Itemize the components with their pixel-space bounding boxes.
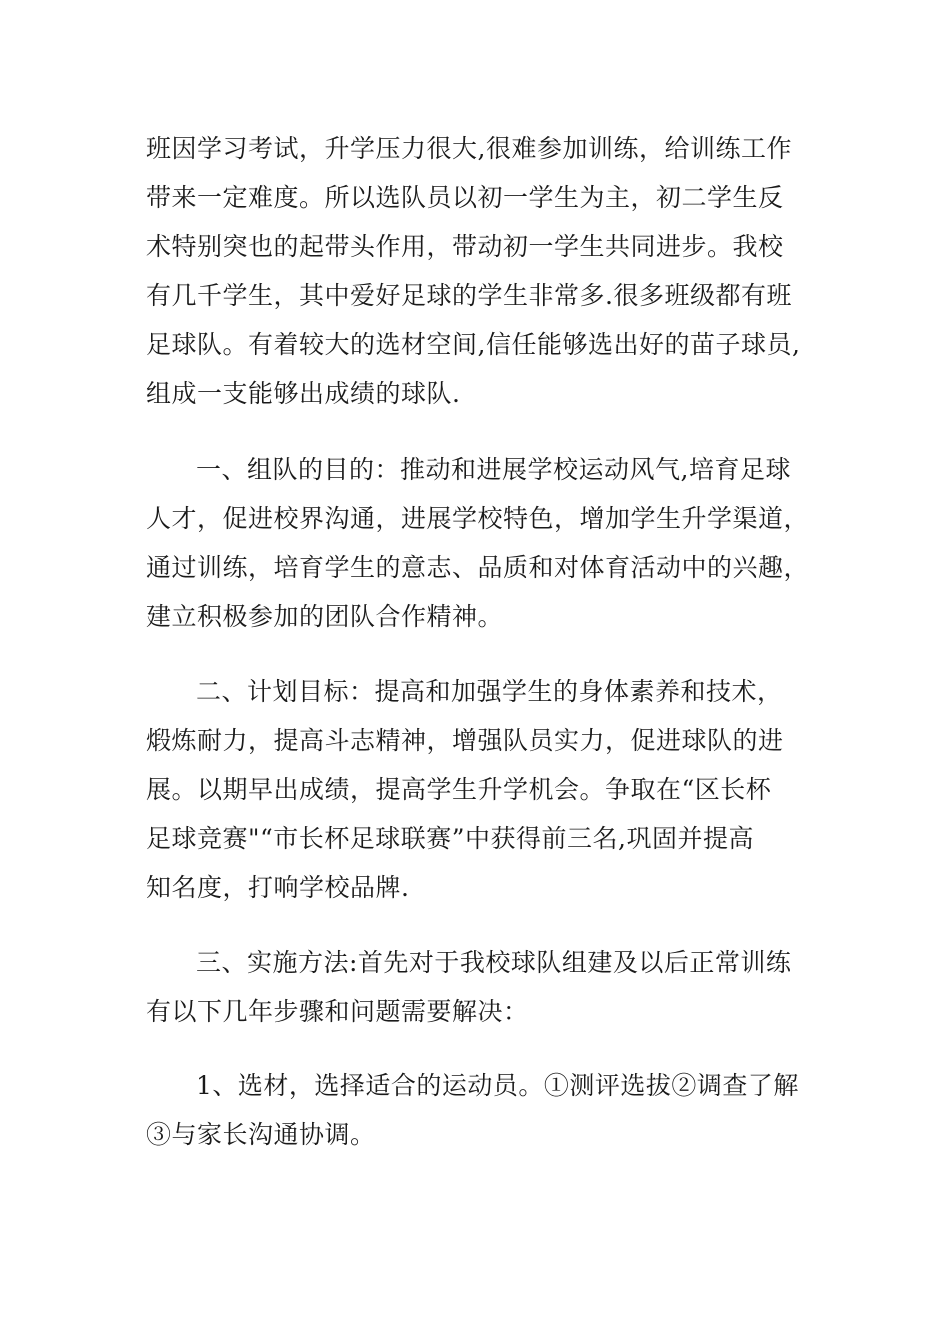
text-line: 展。以期早出成绩，提高学生升学机会。争取在“区长杯: [146, 775, 772, 804]
paragraph-implementation: [146, 938, 806, 1036]
text-line: 二、计划目标：提高和加强学生的身体素养和技术，: [196, 677, 783, 706]
text-line: 知名度，打响学校品牌.: [146, 873, 410, 902]
paragraph-step-one: [146, 1061, 806, 1159]
paragraph-team-purpose: [146, 445, 810, 641]
text-line: 人才，促进校界沟通，进展学校特色，增加学生升学渠道，: [146, 504, 810, 533]
text-line: 煅炼耐力，提高斗志精神，增强队员实力，促进球队的进: [146, 726, 784, 755]
paragraph-student-selection: [146, 124, 806, 418]
text-line: 足球队。有着较大的选材空间,信任能够选出好的苗子球员,: [146, 330, 801, 359]
text-line: 足球竞赛"“市长杯足球联赛”中获得前三名,巩固并提高: [146, 824, 755, 853]
paragraph-plan-goals: [146, 667, 806, 912]
text-line: 通过训练，培育学生的意志、品质和对体育活动中的兴趣，: [146, 553, 810, 582]
text-line: 三、实施方法:首先对于我校球队组建及以后正常训练: [196, 948, 792, 977]
text-line: 一、组队的目的：推动和进展学校运动风气,培育足球: [196, 455, 791, 484]
text-line: 班因学习考试，升学压力很大,很难参加训练，给训练工作: [146, 134, 792, 163]
text-line: 带来一定难度。所以选队员以初一学生为主，初二学生反: [146, 183, 784, 212]
text-line: 有几千学生，其中爱好足球的学生非常多.很多班级都有班: [146, 281, 792, 310]
text-line: 建立积极参加的团队合作精神。: [146, 602, 504, 631]
text-line: 有以下几年步骤和问题需要解决：: [146, 997, 529, 1026]
text-line: ③与家长沟通协调。: [146, 1120, 376, 1149]
text-line: 组成一支能够出成绩的球队.: [146, 379, 461, 408]
text-line: 1、选材，选择适合的运动员。①测评选拔②调查了解: [196, 1071, 799, 1100]
text-line: 术特别突也的起带头作用，带动初一学生共同进步。我校: [146, 232, 784, 261]
